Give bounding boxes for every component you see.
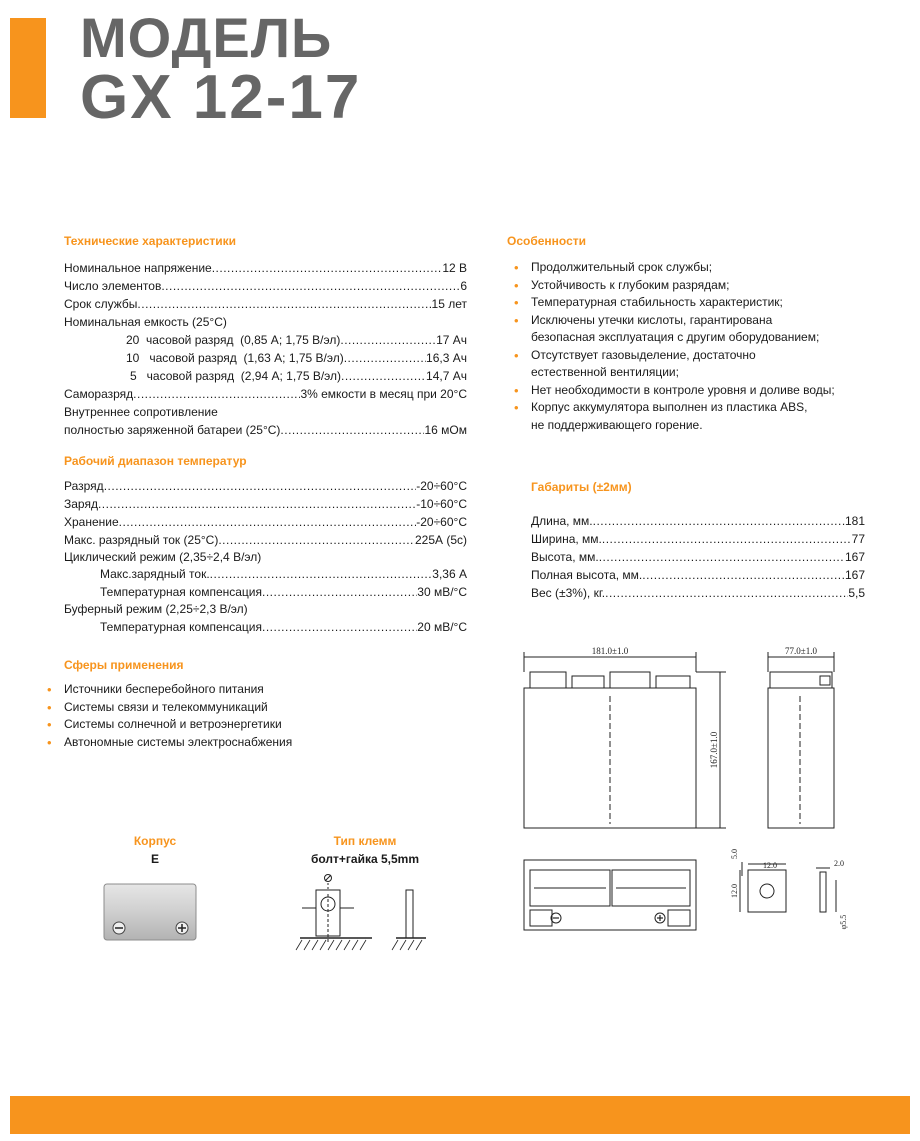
spec-label: Полная высота, мм. bbox=[531, 568, 643, 582]
plus-terminal-icon bbox=[176, 922, 188, 934]
spec-row-cap10 bbox=[126, 349, 467, 367]
spec-label: Ширина, мм. bbox=[531, 532, 602, 546]
spec-row-resistance bbox=[64, 421, 467, 439]
dim-row-weight bbox=[531, 584, 865, 602]
height-label: 167.0±1.0 bbox=[709, 731, 719, 769]
list-item: • Нет необходимости в контроле уровня и доливе воды; bbox=[513, 382, 835, 400]
list-item: • Устойчивость к глубоким разрядам; bbox=[513, 277, 835, 295]
spec-label: Заряд bbox=[64, 497, 98, 511]
spec-value: 3,36 А bbox=[432, 567, 467, 581]
spec-label: Срок службы bbox=[64, 297, 138, 311]
list-item: • Температурная стабильность характеристик; bbox=[513, 294, 835, 312]
spec-row-cells bbox=[64, 277, 467, 295]
spec-label: Высота, мм. bbox=[531, 550, 599, 564]
spec-label: 5 часовой разряд (2,94 A; 1,75 В/эл) bbox=[130, 369, 342, 383]
spec-value: 225А (5с) bbox=[414, 533, 467, 547]
features-heading: Особенности bbox=[507, 234, 587, 248]
spec-label: Хранение bbox=[64, 515, 119, 529]
spec-label: Температурная компенсация bbox=[100, 620, 262, 634]
spec-value: 167 bbox=[844, 568, 865, 582]
spec-value: -20÷60°С bbox=[416, 479, 467, 493]
spec-value: 14,7 Ач bbox=[426, 369, 467, 383]
temp-row-discharge bbox=[64, 477, 467, 495]
terminal-heading: Тип клемм bbox=[333, 834, 397, 848]
spec-label: Разряд bbox=[64, 479, 104, 493]
case-drawing bbox=[100, 880, 200, 944]
features-list bbox=[513, 259, 835, 434]
spec-label: Макс. разрядный ток (25°С) bbox=[64, 533, 219, 547]
spec-value: 5,5 bbox=[848, 586, 865, 600]
spec-label: Макс.зарядный ток. bbox=[100, 567, 210, 581]
hole-diameter-label: φ5.5 bbox=[839, 914, 848, 930]
spec-value: 181 bbox=[844, 514, 865, 528]
spec-value: 30 мВ/°С bbox=[417, 585, 467, 599]
footer-accent-bar bbox=[10, 1096, 910, 1134]
cyclic-label: Циклический режим (2,35÷2,4 В/эл) bbox=[64, 550, 262, 564]
term-offset-label: 5.0 bbox=[730, 849, 739, 859]
list-item: • Отсутствует газовыделение, достаточно естественной вентиляции; bbox=[513, 347, 835, 382]
minus-terminal-icon bbox=[113, 922, 125, 934]
spec-label: 20 часовой разряд (0,85 A; 1,75 В/эл) bbox=[126, 333, 341, 347]
front-width-label: 181.0±1.0 bbox=[591, 646, 629, 656]
spec-value: 3% емкости в месяц при 20°С bbox=[300, 387, 467, 401]
tech-heading: Технические характеристики bbox=[64, 234, 237, 248]
list-item: • Источники бесперебойного питания bbox=[46, 681, 292, 699]
spec-label: Число элементов bbox=[64, 279, 162, 293]
spec-value: 16 мОм bbox=[424, 423, 467, 437]
term-thickness-label: 2.0 bbox=[834, 859, 844, 868]
list-item: • Корпус аккумулятора выполнен из пластика ABS, не поддерживающего горение. bbox=[513, 399, 835, 434]
resistance-label: Внутреннее сопротивление bbox=[64, 405, 218, 419]
applications-heading: Сферы применения bbox=[64, 658, 184, 672]
dim-row-width bbox=[531, 530, 865, 548]
temp-row-max-discharge bbox=[64, 531, 467, 549]
spec-row-cap5 bbox=[130, 367, 467, 385]
battery-dimension-drawing bbox=[500, 640, 860, 960]
temp-row-charge bbox=[64, 495, 467, 513]
model-label: МОДЕЛЬ bbox=[80, 6, 333, 69]
spec-label: Саморазряд bbox=[64, 387, 134, 401]
spec-value: 16,3 Ач bbox=[426, 351, 467, 365]
case-heading: Корпус bbox=[133, 834, 177, 848]
list-item: • Исключены утечки кислоты, гарантирована безопасная эксплуатация с другим оборудованием; bbox=[513, 312, 835, 347]
temp-row-float-comp bbox=[100, 618, 467, 636]
dims-heading: Габариты (±2мм) bbox=[531, 480, 632, 494]
spec-label: 10 часовой разряд (1,63 A; 1,75 В/эл) bbox=[126, 351, 344, 365]
temp-heading: Рабочий диапазон температур bbox=[64, 454, 247, 468]
applications-list bbox=[46, 681, 292, 751]
spec-value: 17 Ач bbox=[436, 333, 467, 347]
header-accent-bar bbox=[10, 18, 46, 118]
spec-row-self-discharge bbox=[64, 385, 467, 403]
list-item: • Продолжительный срок службы; bbox=[513, 259, 835, 277]
list-item: • Системы связи и телекоммуникаций bbox=[46, 699, 292, 717]
spec-label: Номинальное напряжение bbox=[64, 261, 212, 275]
dim-row-total-height bbox=[531, 566, 865, 584]
temp-row-storage bbox=[64, 513, 467, 531]
drawing-plus-icon bbox=[655, 913, 665, 923]
spec-row-life bbox=[64, 295, 467, 313]
spec-label: Длина, мм. bbox=[531, 514, 593, 528]
list-item: • Системы солнечной и ветроэнергетики bbox=[46, 716, 292, 734]
spec-value: -20÷60°С bbox=[416, 515, 467, 529]
spec-value: 20 мВ/°С bbox=[417, 620, 467, 634]
terminal-type: болт+гайка 5,5mm bbox=[310, 852, 420, 866]
spec-row-cap20 bbox=[126, 331, 467, 349]
term-width-label: 12.0 bbox=[763, 861, 777, 870]
spec-value: 167 bbox=[844, 550, 865, 564]
spec-value: -10÷60°С bbox=[416, 497, 467, 511]
spec-label: полностью заряженной батареи (25°С) bbox=[64, 423, 281, 437]
float-label: Буферный режим (2,25÷2,3 В/эл) bbox=[64, 602, 248, 616]
term-height-label: 12.0 bbox=[730, 884, 739, 898]
list-item: • Автономные системы электроснабжения bbox=[46, 734, 292, 752]
spec-value: 15 лет bbox=[431, 297, 467, 311]
side-width-label: 77.0±1.0 bbox=[785, 646, 817, 656]
case-type: E bbox=[150, 852, 159, 866]
temp-row-max-charge bbox=[100, 565, 467, 583]
spec-value: 6 bbox=[460, 279, 467, 293]
spec-value: 77 bbox=[851, 532, 865, 546]
dim-row-length bbox=[531, 512, 865, 530]
capacity-label: Номинальная емкость (25°С) bbox=[64, 315, 227, 329]
spec-value: 12 В bbox=[442, 261, 467, 275]
spec-label: Температурная компенсация bbox=[100, 585, 262, 599]
temp-row-cyclic-comp bbox=[100, 583, 467, 601]
dim-row-height bbox=[531, 548, 865, 566]
terminal-drawing bbox=[292, 868, 442, 960]
spec-row-voltage bbox=[64, 259, 467, 277]
spec-label: Вес (±3%), кг. bbox=[531, 586, 606, 600]
model-name: GX 12-17 bbox=[80, 63, 362, 132]
